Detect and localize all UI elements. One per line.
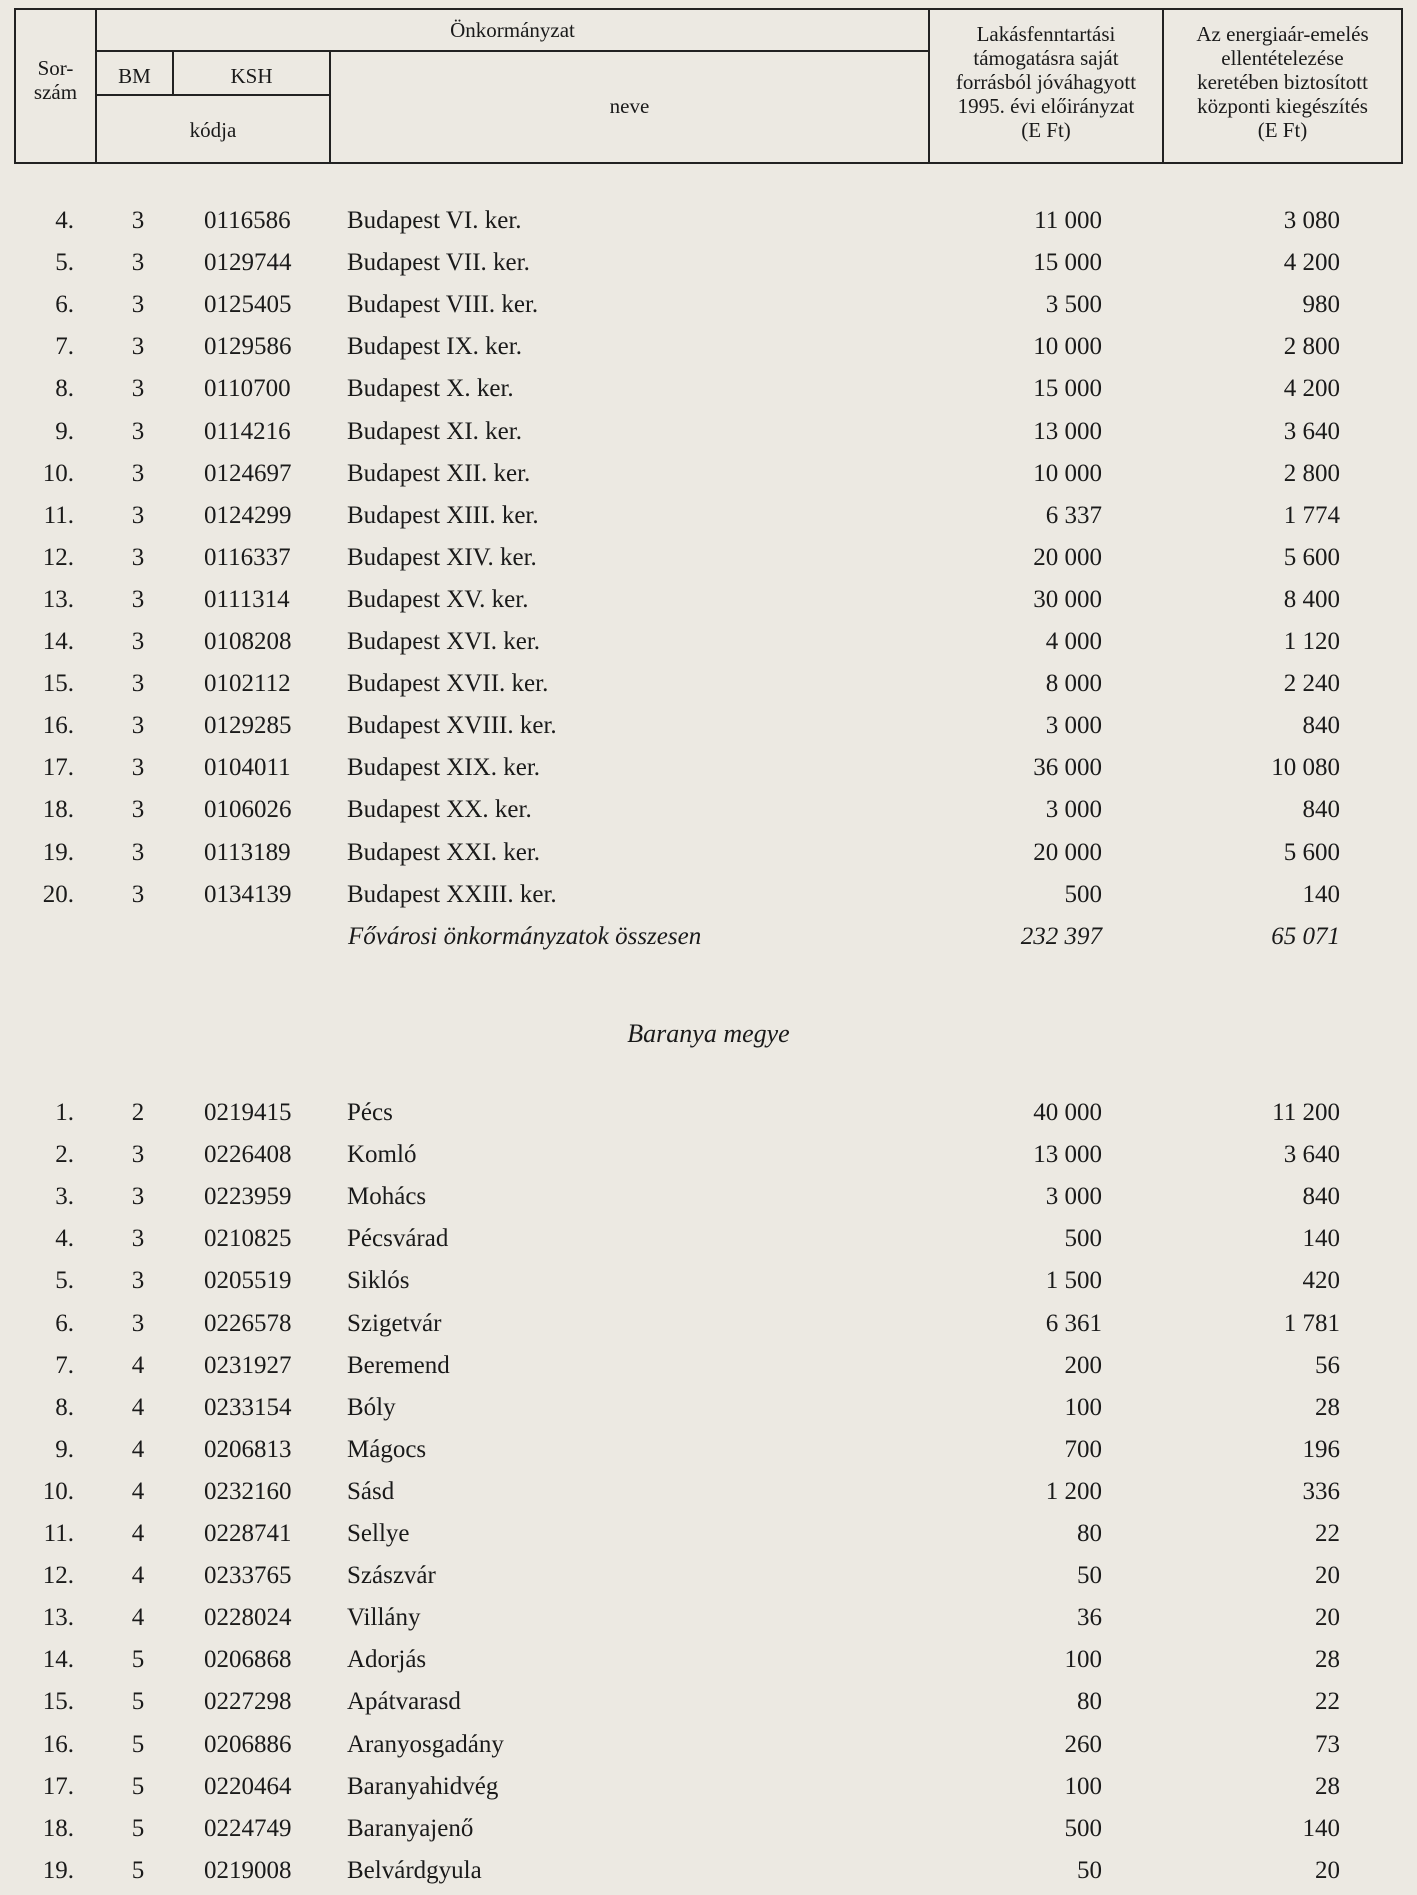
row-bm-code: 4 [131,1604,145,1632]
table-row [0,1388,1417,1428]
row-number: 4. [55,207,74,234]
row-number: 9. [55,1435,74,1463]
row-name: Budapest XVI. ker. [347,628,541,655]
row-bm-code: 3 [131,796,145,824]
header-line: 1995. évi előirányzat [957,94,1135,118]
row-value-lakasfenntartasi: 20 000 [1033,543,1102,571]
row-name: Beremend [347,1351,450,1379]
row-bm-code: 3 [131,249,145,277]
row-bm-code: 4 [131,1520,145,1547]
header-line: forrásból jóváhagyott [955,70,1137,94]
row-number: 16. [42,1730,74,1758]
table-row [0,622,1417,662]
table-row [0,1304,1417,1344]
row-value-lakasfenntartasi: 6 361 [1045,1309,1102,1337]
row-name: Komló [347,1141,417,1169]
row-value-energiaar: 2 240 [1283,670,1340,698]
row-name: Budapest XIX. ker. [347,754,541,782]
row-number: 1. [55,1099,74,1126]
row-value-lakasfenntartasi: 20 000 [1033,838,1102,866]
row-value-energiaar: 11 200 [1272,1099,1340,1126]
row-value-energiaar: 22 [1315,1688,1340,1716]
row-ksh-code: 0116337 [204,543,291,571]
row-ksh-code: 0224749 [204,1814,292,1842]
county-title: Baranya megye [627,1019,790,1048]
row-number: 12. [42,543,74,571]
row-ksh-code: 0104011 [204,754,291,782]
row-bm-code: 3 [131,1183,145,1211]
row-value-lakasfenntartasi: 40 000 [1033,1099,1102,1126]
row-bm-code: 5 [131,1856,145,1884]
row-value-lakasfenntartasi: 15 000 [1033,375,1102,403]
row-bm-code: 3 [131,1309,145,1337]
table-row [0,1809,1417,1849]
row-number: 8. [55,375,74,403]
row-name: Szigetvár [347,1309,442,1337]
table-row [0,1261,1417,1301]
table-row [0,1598,1417,1638]
row-value-lakasfenntartasi: 80 [1077,1688,1102,1716]
table-row [0,538,1417,578]
row-ksh-code: 0113189 [204,838,291,866]
header-onkormanyzat: Önkormányzat [450,18,575,42]
table-row [0,1177,1417,1217]
row-bm-code: 5 [131,1646,145,1674]
row-number: 5. [55,249,74,277]
row-number: 3. [55,1183,74,1211]
row-name: Budapest XXIII. ker. [347,880,557,908]
row-bm-code: 3 [131,375,145,403]
row-bm-code: 3 [131,754,145,782]
budapest-total-row [0,917,1417,957]
row-value-energiaar: 196 [1302,1435,1340,1463]
row-bm-code: 5 [131,1772,145,1800]
row-name: Budapest VI. ker. [347,207,522,234]
row-name: Sásd [347,1477,395,1505]
table-row [0,664,1417,704]
row-bm-code: 3 [131,291,145,319]
row-number: 7. [55,333,74,361]
row-name: Budapest XI. ker. [347,417,522,445]
row-ksh-code: 0226578 [204,1309,292,1337]
row-value-energiaar: 28 [1315,1646,1340,1674]
row-bm-code: 4 [131,1351,145,1379]
row-name: Pécsvárad [347,1225,449,1253]
row-name: Budapest XV. ker. [347,585,529,613]
table-header [14,8,1417,164]
row-number: 12. [42,1562,74,1590]
table-row [0,369,1417,409]
table-row [0,1219,1417,1259]
row-ksh-code: 0210825 [204,1225,292,1253]
row-number: 6. [55,291,74,319]
row-ksh-code: 0205519 [204,1267,292,1295]
row-value-lakasfenntartasi: 260 [1064,1730,1102,1758]
row-bm-code: 3 [131,628,145,655]
row-value-lakasfenntartasi: 6 337 [1045,501,1102,529]
table-row [0,1135,1417,1175]
header-col-energiaar [1164,22,1401,142]
row-number: 8. [55,1393,74,1421]
row-ksh-code: 0129285 [204,712,292,740]
row-value-energiaar: 140 [1302,1814,1340,1842]
row-value-lakasfenntartasi: 36 000 [1033,754,1102,782]
row-value-energiaar: 140 [1302,880,1340,908]
header-line: Az energiaár-emelés [1196,22,1369,46]
row-value-energiaar: 73 [1315,1730,1340,1758]
row-value-energiaar: 1 120 [1283,628,1340,655]
row-name: Budapest VII. ker. [347,249,530,277]
row-value-energiaar: 2 800 [1283,459,1340,487]
table-row [0,1682,1417,1722]
row-ksh-code: 0134139 [204,880,292,908]
row-name: Mágocs [347,1435,427,1463]
row-number: 15. [42,670,74,698]
table-row [0,1093,1417,1133]
row-number: 19. [42,838,74,866]
row-bm-code: 2 [131,1099,145,1126]
header-neve: neve [609,94,650,118]
row-number: 18. [42,1814,74,1842]
row-name: Aranyosgadány [347,1730,504,1758]
table-row [0,1767,1417,1807]
row-value-lakasfenntartasi: 4 000 [1045,628,1102,655]
row-name: Budapest XX. ker. [347,796,532,824]
row-name: Belvárdgyula [347,1856,482,1884]
row-value-lakasfenntartasi: 1 200 [1045,1477,1102,1505]
row-value-energiaar: 1 774 [1283,501,1340,529]
row-bm-code: 3 [131,501,145,529]
row-ksh-code: 0226408 [204,1141,292,1169]
row-bm-code: 3 [131,585,145,613]
row-value-energiaar: 2 800 [1283,333,1340,361]
row-bm-code: 4 [131,1477,145,1505]
row-value-lakasfenntartasi: 3 000 [1045,1183,1102,1211]
row-number: 16. [42,712,74,740]
row-number: 17. [42,754,74,782]
row-ksh-code: 0206886 [204,1730,292,1758]
row-name: Sellye [347,1520,410,1547]
row-name: Apátvarasd [347,1688,461,1716]
row-name: Szászvár [347,1562,436,1590]
row-value-energiaar: 3 080 [1283,207,1340,234]
row-bm-code: 3 [131,543,145,571]
row-ksh-code: 0223959 [204,1183,292,1211]
row-number: 13. [42,1604,74,1632]
row-bm-code: 3 [131,417,145,445]
row-ksh-code: 0232160 [204,1477,292,1505]
row-number: 9. [55,417,74,445]
header-ksh: KSH [230,64,273,88]
row-bm-code: 5 [131,1814,145,1842]
table-row [0,496,1417,536]
table-row [0,1556,1417,1596]
row-value-lakasfenntartasi: 500 [1064,1225,1102,1253]
row-number: 14. [42,628,74,655]
row-ksh-code: 0111314 [204,585,290,613]
row-bm-code: 3 [131,207,145,234]
row-ksh-code: 0124299 [204,501,292,529]
row-ksh-code: 0219008 [204,1856,292,1884]
table-row [0,1851,1417,1891]
row-number: 7. [55,1351,74,1379]
row-bm-code: 3 [131,459,145,487]
total-label: Fővárosi önkormányzatok összesen [348,923,702,950]
row-bm-code: 5 [131,1688,145,1716]
row-ksh-code: 0129744 [204,249,292,277]
row-value-energiaar: 840 [1302,796,1340,824]
row-value-lakasfenntartasi: 15 000 [1033,249,1102,277]
row-number: 6. [55,1309,74,1337]
row-value-energiaar: 980 [1302,291,1340,319]
row-number: 2. [55,1141,74,1169]
header-kodja: kódja [189,118,237,142]
row-value-energiaar: 3 640 [1283,1141,1340,1169]
row-name: Villány [347,1604,421,1632]
row-value-lakasfenntartasi: 500 [1064,880,1102,908]
row-value-lakasfenntartasi: 10 000 [1033,459,1102,487]
row-value-lakasfenntartasi: 100 [1064,1393,1102,1421]
row-ksh-code: 0233765 [204,1562,292,1590]
table-row [0,327,1417,367]
row-bm-code: 4 [131,1435,145,1463]
row-number: 19. [42,1856,74,1884]
header-col-lakasfenntartasi [930,22,1162,142]
header-line: (E Ft) [1257,118,1308,142]
row-value-energiaar: 5 600 [1283,838,1340,866]
row-bm-code: 3 [131,670,145,698]
row-value-energiaar: 20 [1315,1604,1340,1632]
row-name: Budapest XIV. ker. [347,543,537,571]
table-row [0,1472,1417,1512]
row-name: Bóly [347,1393,396,1421]
row-name: Mohács [347,1183,427,1211]
row-number: 11. [43,501,74,529]
row-value-energiaar: 140 [1302,1225,1340,1253]
table-row [0,580,1417,620]
header-line: ellentételezése [1221,46,1344,70]
row-value-lakasfenntartasi: 30 000 [1033,585,1102,613]
row-bm-code: 3 [131,333,145,361]
row-value-energiaar: 840 [1302,1183,1340,1211]
row-bm-code: 4 [131,1393,145,1421]
row-name: Budapest XII. ker. [347,459,531,487]
header-sorszam [16,56,95,104]
row-value-lakasfenntartasi: 50 [1077,1562,1102,1590]
row-value-energiaar: 4 200 [1283,375,1340,403]
row-value-lakasfenntartasi: 500 [1064,1814,1102,1842]
row-number: 10. [42,1477,74,1505]
row-bm-code: 3 [131,712,145,740]
row-name: Budapest X. ker. [347,375,514,403]
row-ksh-code: 0129586 [204,333,292,361]
table-row [0,201,1417,241]
row-value-lakasfenntartasi: 700 [1064,1435,1102,1463]
row-number: 15. [42,1688,74,1716]
row-ksh-code: 0219415 [204,1099,292,1126]
row-value-lakasfenntartasi: 200 [1064,1351,1102,1379]
header-sorszam-line2: szám [33,80,78,104]
table-row [0,1725,1417,1765]
row-value-energiaar: 3 640 [1283,417,1340,445]
header-line: központi kiegészítés [1197,94,1368,118]
row-value-energiaar: 20 [1315,1562,1340,1590]
row-value-lakasfenntartasi: 11 000 [1034,207,1102,234]
table-row [0,1346,1417,1386]
row-value-lakasfenntartasi: 36 [1077,1604,1102,1632]
row-value-energiaar: 10 080 [1271,754,1340,782]
row-number: 11. [43,1520,74,1547]
table-row [0,1640,1417,1680]
table-row [0,790,1417,830]
table-row [0,412,1417,452]
row-number: 17. [42,1772,74,1800]
row-ksh-code: 0108208 [204,628,292,655]
row-value-energiaar: 28 [1315,1772,1340,1800]
row-bm-code: 3 [131,1141,145,1169]
header-line: támogatásra saját [973,46,1119,70]
row-value-energiaar: 20 [1315,1856,1340,1884]
row-bm-code: 3 [131,1267,145,1295]
table-row [0,748,1417,788]
row-value-energiaar: 5 600 [1283,543,1340,571]
row-ksh-code: 0228741 [204,1520,292,1547]
row-name: Baranyahidvég [347,1772,499,1800]
row-ksh-code: 0114216 [204,417,291,445]
row-number: 5. [55,1267,74,1295]
row-value-energiaar: 28 [1315,1393,1340,1421]
row-ksh-code: 0116586 [204,207,291,234]
row-number: 10. [42,459,74,487]
table-row [0,454,1417,494]
row-name: Budapest VIII. ker. [347,291,539,319]
row-value-lakasfenntartasi: 80 [1077,1520,1102,1547]
row-name: Budapest XVII. ker. [347,670,549,698]
row-value-energiaar: 4 200 [1283,249,1340,277]
row-number: 14. [42,1646,74,1674]
row-ksh-code: 0106026 [204,796,292,824]
row-ksh-code: 0206813 [204,1435,292,1463]
row-ksh-code: 0125405 [204,291,292,319]
row-value-lakasfenntartasi: 1 500 [1045,1267,1102,1295]
total-v2: 65 071 [1271,923,1340,950]
row-bm-code: 5 [131,1730,145,1758]
row-ksh-code: 0102112 [204,670,291,698]
row-ksh-code: 0124697 [204,459,292,487]
row-name: Budapest IX. ker. [347,333,522,361]
row-value-energiaar: 1 781 [1283,1309,1340,1337]
table-row [0,285,1417,325]
row-ksh-code: 0228024 [204,1604,292,1632]
table-row [0,833,1417,873]
row-value-energiaar: 336 [1302,1477,1340,1505]
row-value-lakasfenntartasi: 50 [1077,1856,1102,1884]
row-name: Budapest XXI. ker. [347,838,541,866]
row-value-lakasfenntartasi: 3 000 [1045,712,1102,740]
row-value-lakasfenntartasi: 13 000 [1033,1141,1102,1169]
row-name: Budapest XIII. ker. [347,501,539,529]
row-name: Adorjás [347,1646,427,1674]
row-value-energiaar: 840 [1302,712,1340,740]
row-value-lakasfenntartasi: 3 000 [1045,796,1102,824]
row-number: 4. [55,1225,74,1253]
row-value-lakasfenntartasi: 13 000 [1033,417,1102,445]
row-value-lakasfenntartasi: 3 500 [1045,291,1102,319]
row-value-energiaar: 8 400 [1283,585,1340,613]
row-value-lakasfenntartasi: 100 [1064,1772,1102,1800]
row-ksh-code: 0227298 [204,1688,292,1716]
row-name: Budapest XVIII. ker. [347,712,557,740]
row-value-lakasfenntartasi: 100 [1064,1646,1102,1674]
table-row [0,243,1417,283]
table-row [0,1514,1417,1554]
table-row [0,706,1417,746]
row-number: 18. [42,796,74,824]
header-bm: BM [118,64,151,88]
row-bm-code: 3 [131,1225,145,1253]
row-ksh-code: 0220464 [204,1772,292,1800]
row-name: Siklós [347,1267,410,1295]
row-ksh-code: 0206868 [204,1646,292,1674]
row-ksh-code: 0231927 [204,1351,292,1379]
table-row [0,875,1417,915]
row-bm-code: 4 [131,1562,145,1590]
row-value-energiaar: 420 [1302,1267,1340,1295]
header-line: (E Ft) [1021,118,1071,142]
row-ksh-code: 0233154 [204,1393,292,1421]
row-value-energiaar: 56 [1315,1351,1340,1379]
header-line: keretében biztosított [1197,70,1368,94]
total-v1: 232 397 [1020,923,1102,950]
row-value-lakasfenntartasi: 8 000 [1045,670,1102,698]
header-line: Lakásfenntartási [976,22,1116,46]
row-name: Baranyajenő [347,1814,474,1842]
row-value-energiaar: 22 [1315,1520,1340,1547]
row-name: Pécs [347,1099,393,1126]
table-row [0,1430,1417,1470]
row-ksh-code: 0110700 [204,375,291,403]
row-bm-code: 3 [131,838,145,866]
row-number: 13. [42,585,74,613]
row-number: 20. [42,880,74,908]
header-sorszam-line1: Sor- [37,56,74,80]
row-value-lakasfenntartasi: 10 000 [1033,333,1102,361]
row-bm-code: 3 [131,880,145,908]
